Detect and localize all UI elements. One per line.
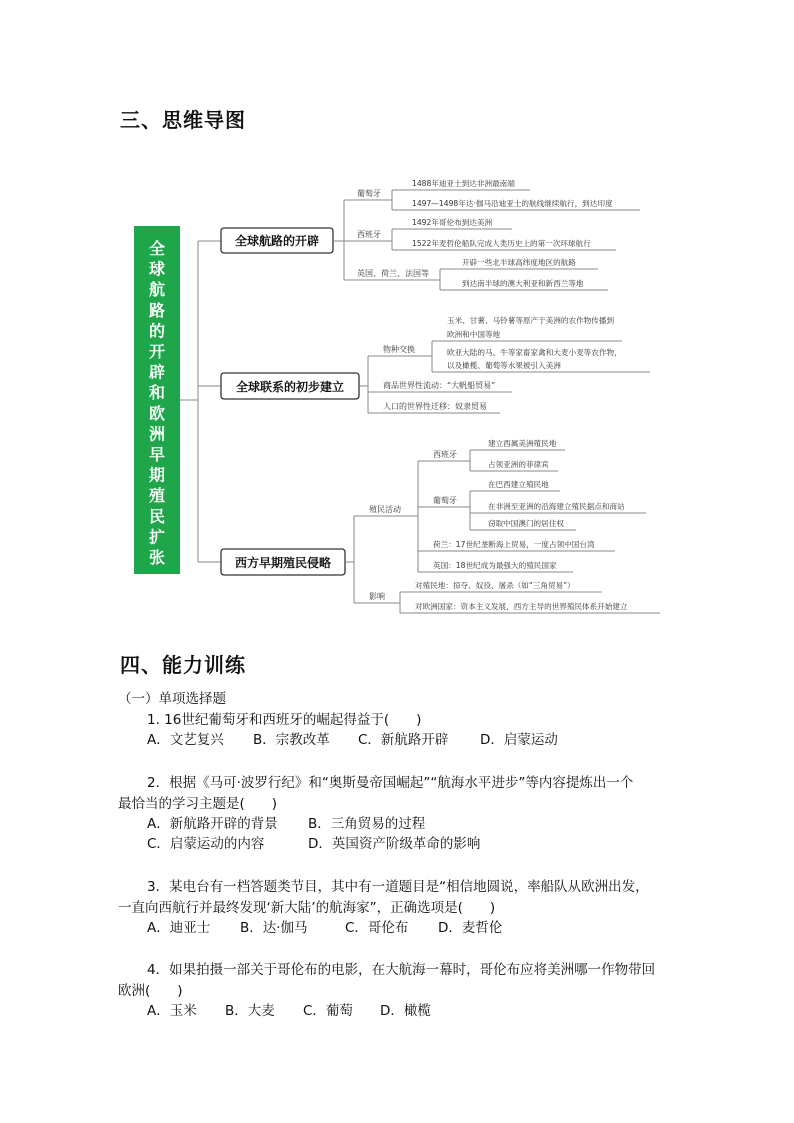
leaf-columbus: 1492年哥伦布到达美洲 [412, 218, 493, 227]
root-char-1: 全 [148, 239, 166, 258]
leaf-north-routes: 开辟一些北半球高纬度地区的航路 [462, 258, 576, 267]
question-1-option-d: D．启蒙运动 [480, 732, 558, 748]
question-2-option-d: D．英国资产阶级革命的影响 [308, 836, 481, 852]
root-char-12: 期 [148, 465, 166, 485]
root-char-11: 早 [148, 445, 166, 464]
group-goods-flow: 商品世界性流动：“大帆船贸易” [383, 381, 496, 390]
group-spain: 西班牙 [357, 230, 381, 239]
question-1-option-a: A．文艺复兴 [147, 732, 224, 748]
root-char-16: 张 [148, 548, 166, 567]
question-3-option-a: A．迪亚士 [147, 920, 211, 936]
root-char-10: 洲 [148, 424, 166, 444]
leaf-livestock-line1: 欧亚大陆的马、牛等家畜家禽和大麦小麦等农作物， [447, 348, 622, 357]
root-char-4: 路 [148, 300, 166, 320]
root-char-9: 欧 [148, 403, 166, 423]
leaf-brazil: 在巴西建立殖民地 [488, 480, 549, 489]
leaf-livestock-line2: 以及橄榄、葡萄等水果被引入美洲 [447, 361, 561, 370]
leaf-australia: 到达南半球的澳大利亚和新西兰等地 [462, 279, 584, 288]
group-population-migration: 人口的世界性迁移：奴隶贸易 [383, 402, 487, 411]
leaf-britain: 英国：18世纪成为最强大的殖民国家 [433, 561, 557, 570]
root-char-2: 球 [148, 259, 166, 279]
question-1-option-b: B．宗教改革 [253, 732, 330, 748]
leaf-spanish-america: 建立西属美洲殖民地 [488, 439, 557, 448]
group-portugal: 葡萄牙 [357, 189, 381, 198]
question-1-option-c: C．新航路开辟 [358, 732, 449, 748]
question-3-stem-line2: 一直向西航行并最终发现‘新大陆’的航海家”，正确选项是( ) [118, 900, 496, 916]
question-4-stem-line2: 欧洲( ) [118, 983, 183, 999]
subgroup-portugal: 葡萄牙 [433, 496, 457, 505]
question-1-stem: 1. 16世纪葡萄牙和西班牙的崛起得益于( ) [147, 712, 422, 728]
root-char-5: 的 [148, 321, 166, 341]
branch-label-3: 西方早期殖民侵略 [234, 556, 332, 570]
question-4-option-d: D．橄榄 [380, 1003, 431, 1019]
root-char-3: 航 [148, 280, 166, 300]
question-3-option-b: B．达·伽马 [240, 920, 308, 936]
subgroup-spain: 西班牙 [433, 450, 457, 459]
root-char-13: 殖 [148, 486, 166, 506]
question-4-stem-line1: 4．如果拍摄一部关于哥伦布的电影，在大航海一幕时，哥伦布应将美洲哪一作物带回 [147, 962, 656, 978]
question-2-stem-line1: 2．根据《马可·波罗行纪》和“奥斯曼帝国崛起”“航海水平进步”等内容提炼出一个 [147, 775, 634, 791]
group-britain-netherlands-france: 英国、荷兰、法国等 [357, 269, 429, 278]
question-3-stem-line1: 3．某电台有一档答题类节目，其中有一道题目是“相信地圆说，率船队从欧洲出发， [147, 879, 649, 895]
question-3-option-c: C．哥伦布 [345, 920, 409, 936]
leaf-coastal-stations: 在非洲至亚洲的沿海建立殖民据点和商站 [488, 502, 625, 511]
group-impact: 影响 [369, 592, 385, 601]
group-species-exchange: 物种交换 [383, 345, 415, 354]
root-char-14: 民 [148, 506, 166, 526]
leaf-magellan: 1522年麦哲伦船队完成人类历史上的第一次环球航行 [412, 239, 591, 248]
exercise-subtitle: （一）单项选择题 [118, 691, 226, 707]
branch-label-1: 全球航路的开辟 [234, 234, 320, 248]
section-4-title: 四、能力训练 [120, 653, 246, 677]
leaf-macau: 窃取中国澳门的居住权 [488, 519, 564, 528]
root-char-15: 扩 [148, 527, 166, 547]
group-colonial-activities: 殖民活动 [369, 505, 401, 514]
root-connectors [180, 241, 221, 562]
section-3-title: 三、思维导图 [120, 108, 246, 132]
root-char-8: 和 [148, 383, 166, 403]
leaf-philippines: 占领亚洲的菲律宾 [488, 460, 549, 469]
question-2-option-c: C．启蒙运动的内容 [147, 836, 265, 852]
question-4-option-b: B．大麦 [225, 1003, 275, 1019]
mind-map-root-label [149, 239, 165, 567]
question-4-option-a: A．玉米 [147, 1003, 197, 1019]
root-char-6: 开 [148, 342, 166, 361]
question-2-option-a: A．新航路开辟的背景 [147, 816, 278, 832]
leaf-impact-colonies: 对殖民地：掠夺、奴役、屠杀（如“三角贸易”） [415, 581, 575, 590]
leaf-diaz: 1488年迪亚士到达非洲最南端 [412, 179, 515, 188]
leaf-da-gama: 1497—1498年达·伽马沿迪亚士的航线继续航行，到达印度 [412, 199, 613, 208]
question-3-option-d: D．麦哲伦 [438, 920, 503, 936]
leaf-netherlands: 荷兰：17世纪垄断海上贸易，一度占领中国台湾 [433, 540, 595, 549]
leaf-impact-europe: 对欧洲国家：资本主义发展，西方主导的世界殖民体系开始建立 [415, 602, 628, 611]
root-char-7: 辟 [148, 362, 166, 382]
leaf-crops-line1: 玉米、甘薯、马铃薯等原产于美洲的农作物传播到 [447, 316, 615, 325]
question-4-option-c: C．葡萄 [303, 1003, 353, 1019]
leaf-crops-line2: 欧洲和中国等地 [447, 330, 501, 339]
question-2-stem-line2: 最恰当的学习主题是( ) [118, 796, 278, 812]
branch-label-2: 全球联系的初步建立 [235, 380, 345, 394]
question-2-option-b: B．三角贸易的过程 [308, 816, 426, 832]
